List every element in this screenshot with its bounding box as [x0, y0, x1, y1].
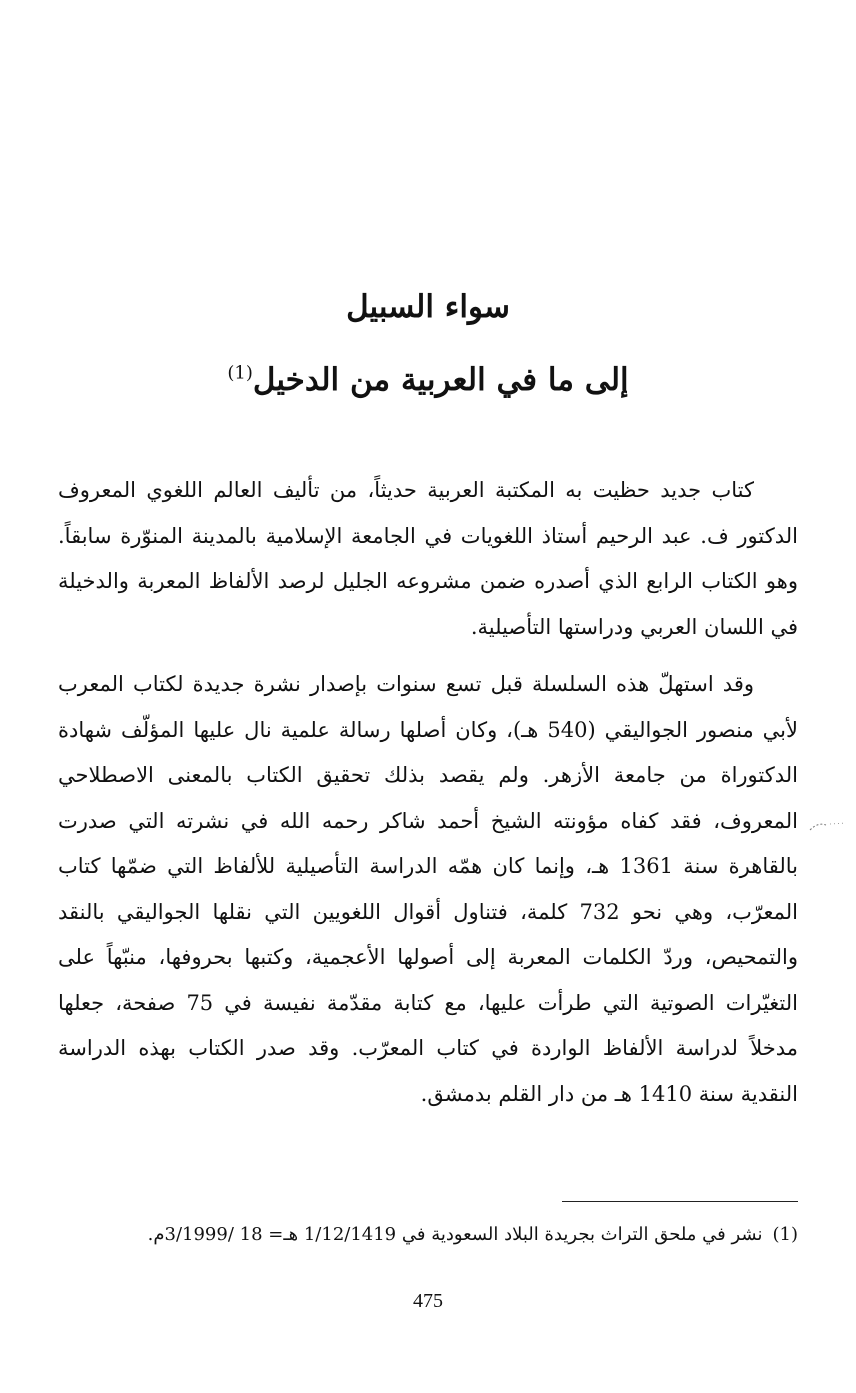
- article-body: [58, 468, 798, 1117]
- paragraph: كتاب جديد حظيت به المكتبة العربية حديثاً، من تأليف العالم اللغوي المعروف الدكتور ف. عبد الرحيم أستاذ اللغويات في الجامعة الإسلامية بالمدينة المنوّرة سابقاً. وهو الكتاب الرابع الذي أصدره ضمن مشروعه الجليل لرصد الألفاظ المعربة والدخيلة في اللسان العربي ودراستها التأصيلية.: [58, 478, 798, 639]
- subtitle-footnote-ref: (1): [227, 362, 253, 384]
- page-subtitle: [0, 352, 856, 408]
- footnote-divider: [562, 1201, 798, 1202]
- footnote-marker: (1): [772, 1224, 798, 1245]
- footnote-text: نشر في ملحق التراث بجريدة البلاد السعودية في 1/12/1419 هـ= 18 /3/1999م.: [147, 1224, 763, 1245]
- footnote: [38, 1218, 798, 1252]
- scan-mark-icon: [808, 818, 848, 832]
- page-number: 475: [413, 1290, 443, 1312]
- subtitle-text: إلى ما في العربية من الدخيل: [252, 362, 629, 398]
- paragraph: وقد استهلّ هذه السلسلة قبل تسع سنوات بإصدار نشرة جديدة لكتاب المعرب لأبي منصور الجواليقي (540 هـ)، وكان أصلها رسالة علمية نال عليها المؤلّف شهادة الدكتوراة من جامعة الأزهر. ولم يقصد بذلك تحقيق الكتاب بالمعنى الاصطلاحي المعروف، فقد كفاه مؤونته الشيخ أحمد شاكر رحمه الله في نشرته التي صدرت بالقاهرة سنة 1361 هـ، وإنما كان همّه الدراسة التأصيلية للألفاظ التي ضمّها كتاب المعرّب، وهي نحو 732 كلمة، فتناول أقوال اللغويين التي نقلها الجواليقي بالنقد والتمحيص، وردّ الكلمات المعربة إلى أصولها الأعجمية، وكتبها بحروفها، منبّهاً على التغيّرات الصوتية التي طرأت عليها، مع كتابة مقدّمة نفيسة في 75 صفحة، جعلها مدخلاً لدراسة الألفاظ الواردة في كتاب المعرّب. وقد صدر الكتاب بهذه الدراسة النقدية سنة 1410 هـ من دار القلم بدمشق.: [58, 672, 799, 1106]
- page-title: سواء السبيل: [346, 289, 510, 325]
